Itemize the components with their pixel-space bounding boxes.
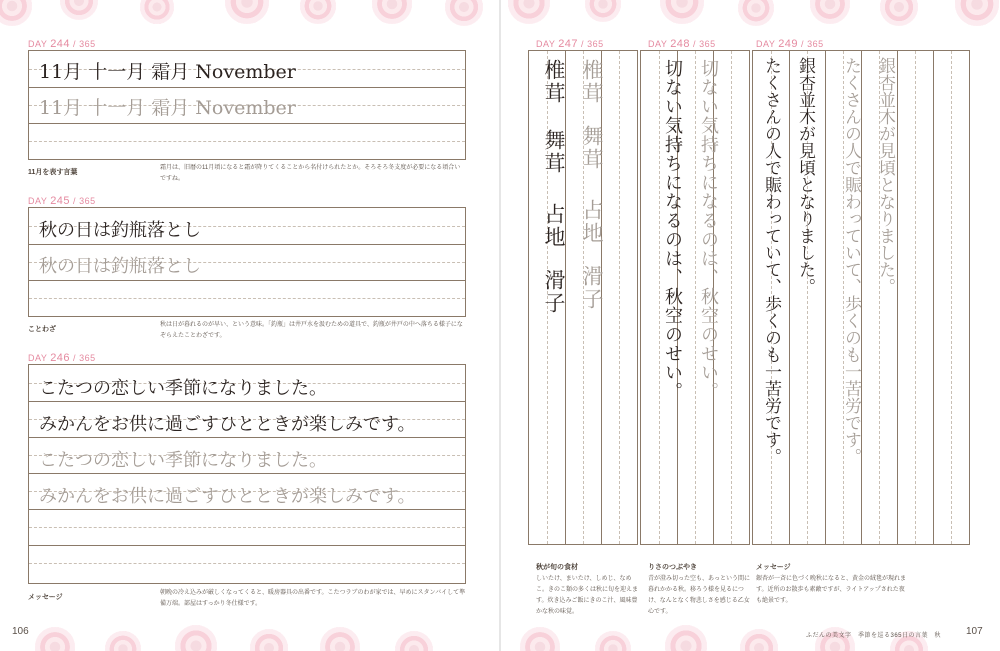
flower-decoration [660,0,704,24]
model-text: 銀杏並木が見頃となりました。 [795,57,815,295]
book-spine [499,0,501,651]
flower-decoration [395,631,433,651]
practice-box-day249 [752,50,970,545]
flower-decoration [955,0,999,26]
flower-decoration [105,631,141,651]
caption-title: メッセージ [28,594,63,601]
model-text: みかんをお供に過ごすひとときが楽しみです。 [39,414,416,435]
trace-text: 滑子 [580,265,604,311]
trace-text: みかんをお供に過ごすひとときが楽しみです。 [39,486,416,507]
flower-decoration [508,0,550,24]
day-label: DAY 249 / 365 [756,38,824,50]
trace-text: 11月 十一月 霜月 November [39,97,296,119]
caption-text: しいたけ、まいたけ、しめじ、なめこ。きのこ類の多くは秋に旬を迎えます。炊き込みご飯にきのこ汁、風味豊かな秋の味覚。 [536,576,639,615]
day-label: DAY 245 / 365 [28,195,96,207]
model-text: 秋の日は釣瓶落とし [39,220,201,241]
flower-decoration [60,0,98,20]
practice-box-day247 [528,50,638,545]
day-label: DAY 247 / 365 [536,38,604,50]
caption-title: 11月を表す言葉 [28,169,78,176]
flower-decoration [738,0,774,26]
caption-text: 霜月は、旧暦の11月頃になると霜が降りてくることから名付けられたとか。そろそろ冬支度が必要になる頃合いですね。 [160,165,461,182]
practice-box-day245 [28,207,466,317]
flower-decoration [140,0,174,24]
day-label: DAY 246 / 365 [28,352,96,364]
page-number: 107 [966,626,983,637]
caption-title: ことわざ [28,326,56,333]
flower-decoration [880,0,918,26]
caption-text: 朝晩の冷え込みが厳しくなってくると、暖房器具の出番です。こたつラブのわが家では、早めにスタンバイして準備万端。部屋はすっかり冬仕様です。 [160,590,466,607]
caption-text: 銀杏が一斉に色づく晩秋になると、黄金の絨毯が現れます。近所のお散歩も素敵ですが、ライトアップされた夜も絶景です。 [756,576,907,604]
flower-decoration [175,625,217,651]
flower-decoration [35,627,75,651]
flower-decoration [372,0,412,24]
model-text: 11月 十一月 霜月 November [39,61,296,83]
flower-decoration [225,0,269,24]
flower-decoration [445,0,483,26]
flower-decoration [665,625,707,651]
flower-decoration [520,627,560,651]
flower-decoration [595,631,631,651]
practice-box-day248 [640,50,750,545]
caption-text: 秋は日が暮れるのが早い、という意味。「釣瓶」は井戸水を汲むための道具で、釣瓶が井戸の中へ落ちる様子になぞらえたことわざです。 [160,322,463,339]
caption-title: メッセージ [756,564,791,571]
model-text: 舞茸 [542,129,566,175]
flower-decoration [0,0,32,26]
caption-title: りさのつぶやき [648,564,697,571]
model-text: 滑子 [542,269,566,315]
model-text: こたつの恋しい季節になりました。 [39,378,327,399]
book-footer: ふだんの美文字 季節を巡る365日の言葉 秋 [806,633,942,639]
trace-text: 占地 [580,199,604,245]
day-label: DAY 248 / 365 [648,38,716,50]
flower-decoration [740,629,778,651]
flower-decoration [320,627,360,651]
trace-text: 銀杏並木が見頃となりました。 [875,57,895,295]
trace-text: たくさんの人で賑わっていて、歩くのも一苦労です。 [841,57,861,465]
flower-decoration [250,629,288,651]
page-number: 106 [12,626,29,637]
caption-text: 青が澄み切った空も、あっという間に暮れかかる秋。移ろう様を見るにつけ、なんとなく物悲しさを感じる乙女心です。 [648,576,750,615]
day-label: DAY 244 / 365 [28,38,96,50]
model-text: たくさんの人で賑わっていて、歩くのも一苦労です。 [761,57,781,465]
trace-text: 舞茸 [580,125,604,171]
practice-box-day244 [28,50,466,160]
trace-text: 椎茸 [580,59,604,105]
trace-text: 切ない気持ちになるのは、秋空のせい。 [698,59,719,401]
flower-decoration [300,0,336,24]
model-text: 占地 [542,203,566,249]
practice-box-day246 [28,364,466,584]
model-text: 椎茸 [542,59,566,105]
model-text: 切ない気持ちになるのは、秋空のせい。 [662,59,683,401]
trace-text: こたつの恋しい季節になりました。 [39,450,327,471]
flower-decoration [810,0,850,24]
caption-title: 秋が旬の食材 [536,564,578,571]
flower-decoration [585,0,621,22]
trace-text: 秋の日は釣瓶落とし [39,256,201,277]
